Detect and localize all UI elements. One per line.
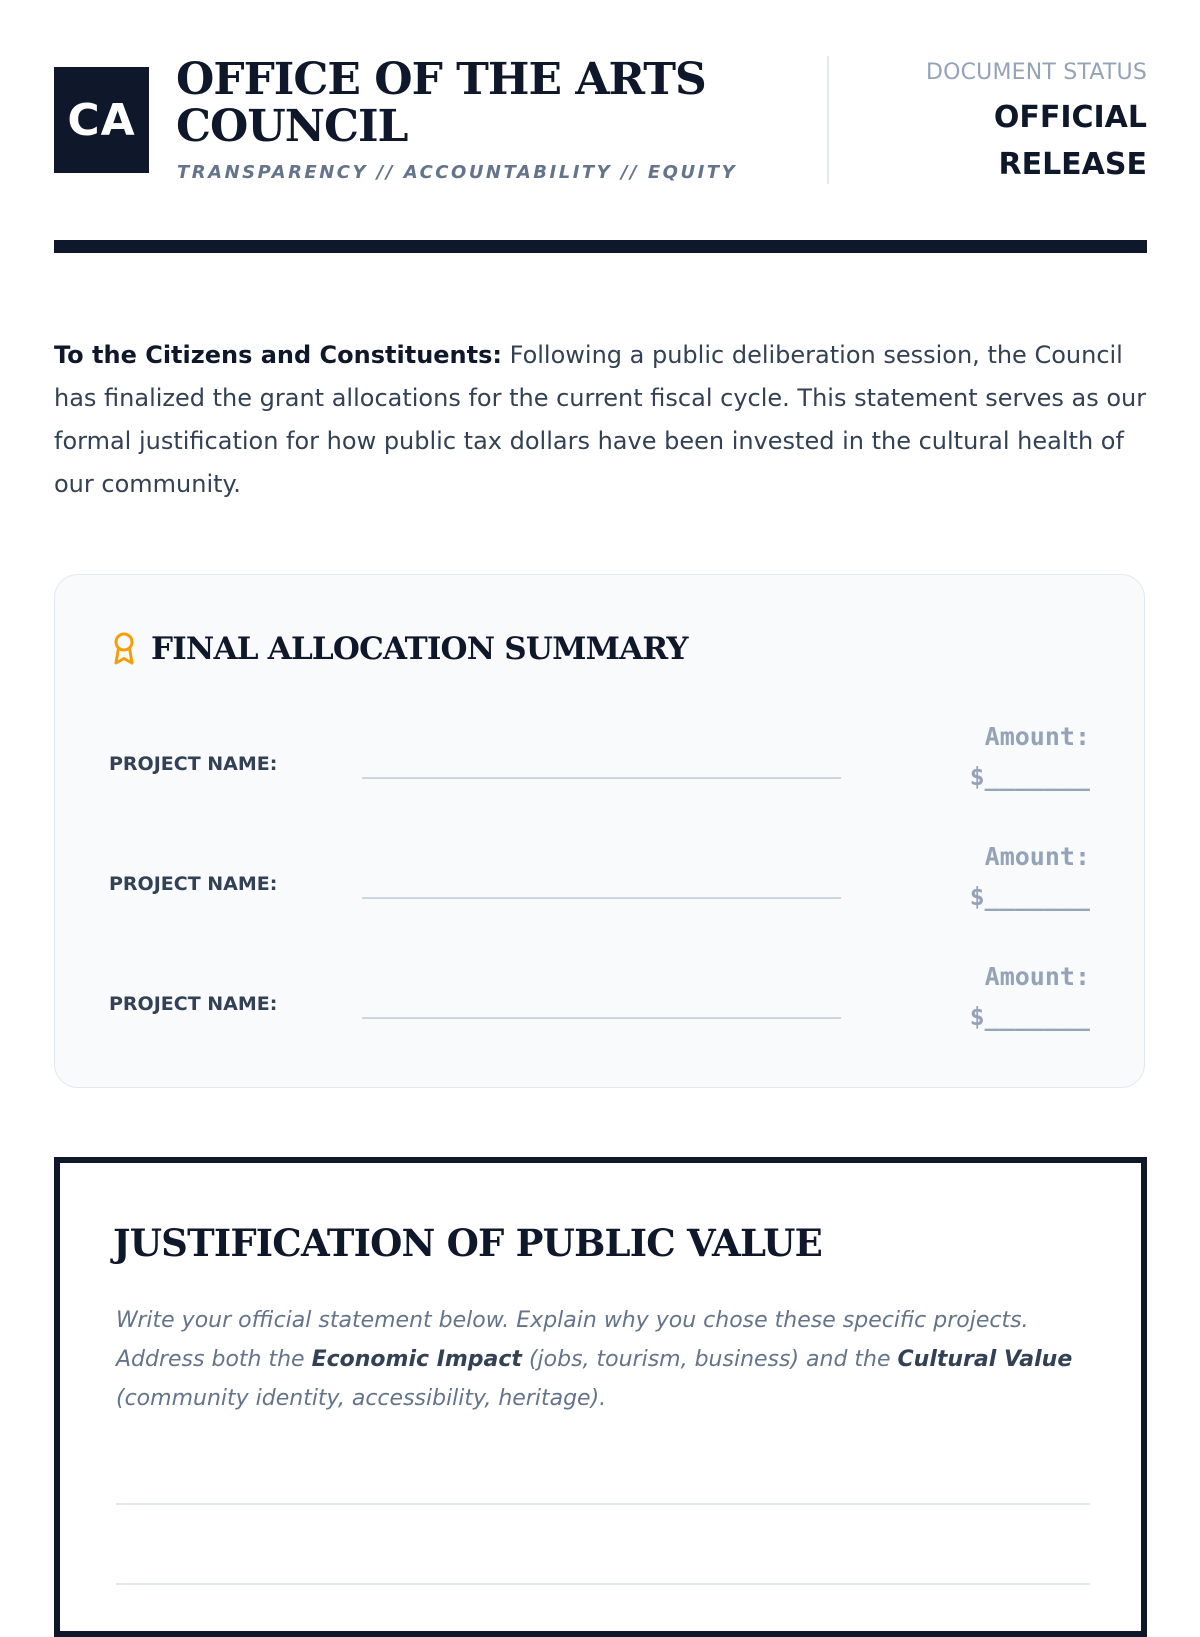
- header-rule: [54, 240, 1147, 253]
- project-name-label: PROJECT NAME:: [109, 753, 278, 775]
- statement-writing-line[interactable]: [116, 1583, 1090, 1585]
- intro-body: Following a public deliberation session, the Council has finalized the grant allocations for the current fiscal cycle. This statement serves as our formal justification for how public tax dollars have been invested in the cultural health of our community.: [54, 341, 1147, 498]
- document-status-label: DOCUMENT STATUS: [925, 60, 1147, 85]
- award-icon: [111, 632, 137, 666]
- org-title: OFFICE OF THE ARTS COUNCIL: [176, 54, 706, 152]
- header-divider: [827, 56, 829, 184]
- economic-impact-emphasis: Economic Impact: [311, 1347, 522, 1372]
- allocation-title: FINAL ALLOCATION SUMMARY: [151, 631, 688, 667]
- statement-writing-line[interactable]: [116, 1503, 1090, 1505]
- project-name-field[interactable]: [362, 897, 841, 899]
- project-name-label: PROJECT NAME:: [109, 873, 278, 895]
- cultural-value-emphasis: Cultural Value: [897, 1347, 1073, 1372]
- allocation-row: [55, 717, 1144, 797]
- instruction-text: (jobs, tourism, business) and the: [521, 1347, 898, 1372]
- justification-instructions: [116, 1301, 1076, 1418]
- allocation-row: [55, 837, 1144, 917]
- document-header: [54, 56, 1147, 184]
- tagline: TRANSPARENCY // ACCOUNTABILITY // EQUITY: [177, 162, 738, 183]
- justification-card: [54, 1157, 1147, 1637]
- intro-salutation: To the Citizens and Constituents:: [54, 341, 502, 369]
- document-status-value: OFFICIAL RELEASE: [993, 100, 1147, 182]
- allocation-heading: [111, 631, 688, 667]
- council-logo: CA: [54, 67, 149, 173]
- amount-field[interactable]: Amount: $_______: [969, 962, 1090, 1031]
- project-name-label: PROJECT NAME:: [109, 993, 278, 1015]
- allocation-summary-card: [54, 574, 1145, 1088]
- instruction-text: Write your official statement below. Explain why you chose these specific projects. Address both the: [116, 1308, 1029, 1372]
- amount-field[interactable]: Amount: $_______: [969, 722, 1090, 791]
- instruction-text: (community identity, accessibility, heritage).: [116, 1386, 607, 1411]
- amount-field[interactable]: Amount: $_______: [969, 842, 1090, 911]
- allocation-row: [55, 957, 1144, 1037]
- intro-paragraph: [54, 334, 1154, 506]
- project-name-field[interactable]: [362, 777, 841, 779]
- justification-title: JUSTIFICATION OF PUBLIC VALUE: [113, 1221, 823, 1265]
- project-name-field[interactable]: [362, 1017, 841, 1019]
